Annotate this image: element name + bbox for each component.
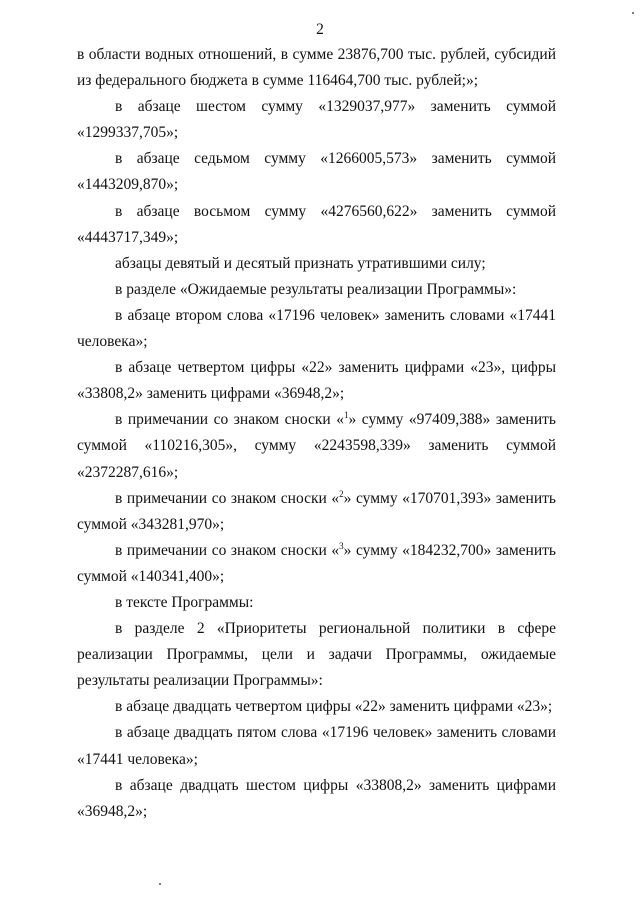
footnote-paragraph (77, 407, 556, 485)
page-number: 2 (316, 21, 324, 38)
paragraph: в абзаце двадцать четвертом цифры «22» заменить цифрами «23»; (115, 698, 553, 716)
paragraph: в абзаце седьмом сумму «1266005,573» заменить суммой «1443209,870»; (77, 150, 556, 194)
scan-speck (632, 12, 634, 14)
paragraph-text-start: в примечании со знаком сноски « (115, 411, 344, 429)
paragraph-text-start: в примечании со знаком сноски « (115, 489, 340, 507)
document-body (77, 42, 556, 825)
footnote-paragraph (77, 538, 556, 590)
paragraph-text-end: » сумму «170701,393» заменить суммой «343281,970»; (77, 489, 556, 533)
paragraph-text-end: » сумму «97409,388» заменить суммой «110216,305», сумму «2243598,339» заменить суммой «2372287,616»; (77, 411, 556, 481)
scan-speck (159, 883, 161, 885)
paragraph: в абзаце двадцать пятом слова «17196 человек» заменить словами «17441 человека»; (77, 724, 556, 768)
footnote-marker: 3 (339, 540, 344, 551)
paragraph: в тексте Программы: (115, 593, 254, 611)
paragraph: в абзаце втором слова «17196 человек» заменить словами «17441 человека»; (77, 306, 556, 351)
paragraph: в абзаце двадцать шестом цифры «33808,2» заменить цифрами «36948,2»; (77, 776, 556, 820)
paragraph: в разделе «Ожидаемые результаты реализации Программы»: (115, 280, 517, 298)
paragraph-text-end: » сумму «184232,700» заменить суммой «140341,400»; (77, 541, 556, 585)
paragraph: в области водных отношений, в сумме 23876,700 тыс. рублей, субсидий из федерального бюджета в сумме 116464,700 тыс. рублей;»; (77, 46, 556, 90)
paragraph: в абзаце шестом сумму «1329037,977» заменить суммой «1299337,705»; (77, 98, 556, 142)
paragraph-text-start: в примечании со знаком сноски « (115, 541, 340, 559)
footnote-paragraph (77, 486, 556, 538)
footnote-marker: 2 (339, 488, 344, 499)
paragraph: абзацы девятый и десятый признать утратившими силу; (115, 254, 486, 272)
footnote-marker: 1 (343, 410, 349, 421)
paragraph: в абзаце восьмом сумму «4276560,622» заменить суммой «4443717,349»; (77, 202, 556, 246)
paragraph: в абзаце четвертом цифры «22» заменить цифрами «23», цифры «33808,2» заменить цифрами «36948,2»; (77, 359, 556, 403)
paragraph: в разделе 2 «Приоритеты региональной политики в сфере реализации Программы, цели и задачи Программы, ожидаемые результаты реализации Программы»: (77, 620, 556, 690)
